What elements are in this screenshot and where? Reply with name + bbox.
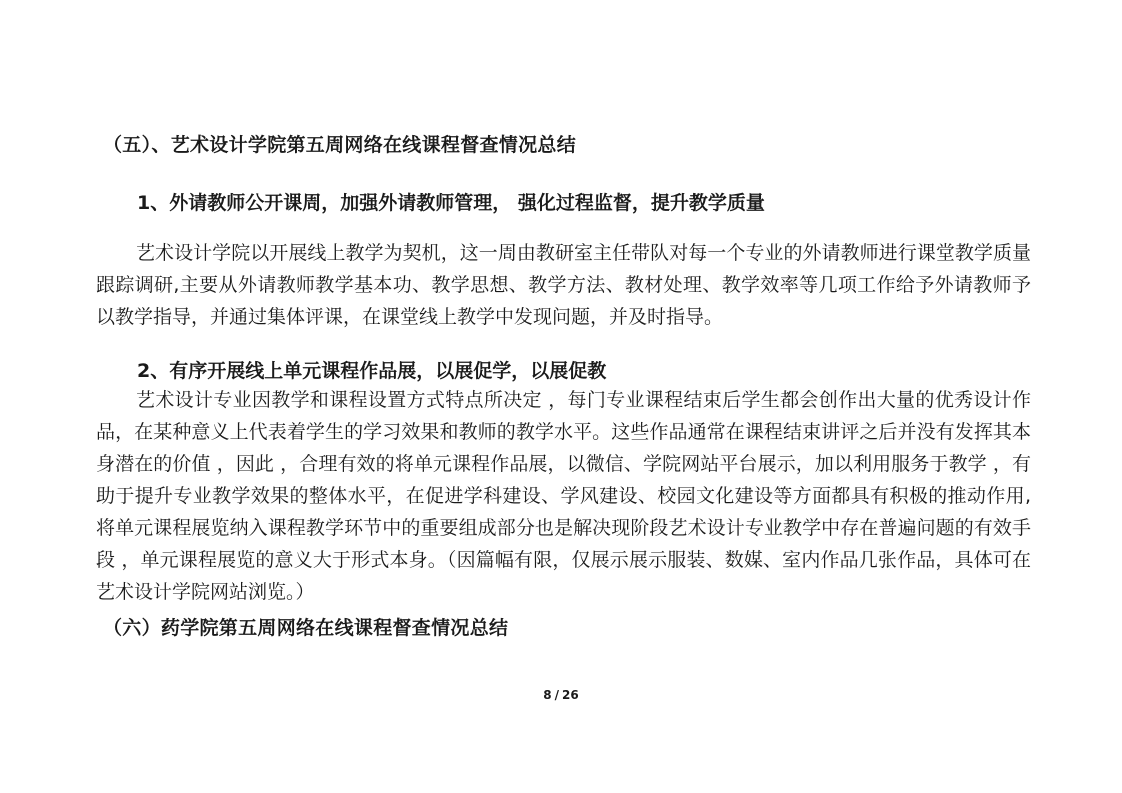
page-number	[0, 688, 1122, 702]
page-total: 26	[562, 688, 579, 702]
section-heading-5: （五）、艺术设计学院第五周网络在线课程督查情况总结	[103, 134, 577, 156]
subsection-title-1: 1、外请教师公开课周，加强外请教师管理， 强化过程监督，提升教学质量	[137, 192, 765, 214]
subsection-title-2: 2、有序开展线上单元课程作品展，以展促学，以展促教	[137, 360, 607, 382]
section-heading-6: （六）药学院第五周网络在线课程督查情况总结	[103, 617, 509, 639]
page-separator: /	[554, 688, 560, 702]
subsection-body-2: 艺术设计专业因教学和课程设置方式特点所决定 ，每门专业课程结束后学生都会创作出大量的优秀设计作品，在某种意义上代表着学生的学习效果和教师的教学水平。这些作品通常在课程结束讲评之后并没有发挥其本身潜在的价值 ，因此 ，合理有效的将单元课程作品展，以微信、学院网站平台展示，加以利用服务于教学 ，有助于提升专业教学效果的整体水平，在促进学科建设、学风建设、校园文化建设等方面都具有积极的推动作用,将单元课程展览纳入课程教学环节中的重要组成部分也是解决现阶段艺术设计专业教学中存在普遍问题的有效手段 ，单元课程展览的意义大于形式本身。（因篇幅有限，仅展示展示服装、数媒、室内作品几张作品，具体可在艺术设计学院网站浏览。）	[96, 389, 1031, 603]
subsection-body-1: 艺术设计学院以开展线上教学为契机，这一周由教研室主任带队对每一个专业的外请教师进行课堂教学质量跟踪调研,主要从外请教师教学基本功、教学思想、教学方法、教材处理、教学效率等几项工作给予外请教师予以教学指导，并通过集体评课，在课堂线上教学中发现问题，并及时指导。	[96, 242, 1031, 328]
page-current: 8	[543, 688, 552, 702]
